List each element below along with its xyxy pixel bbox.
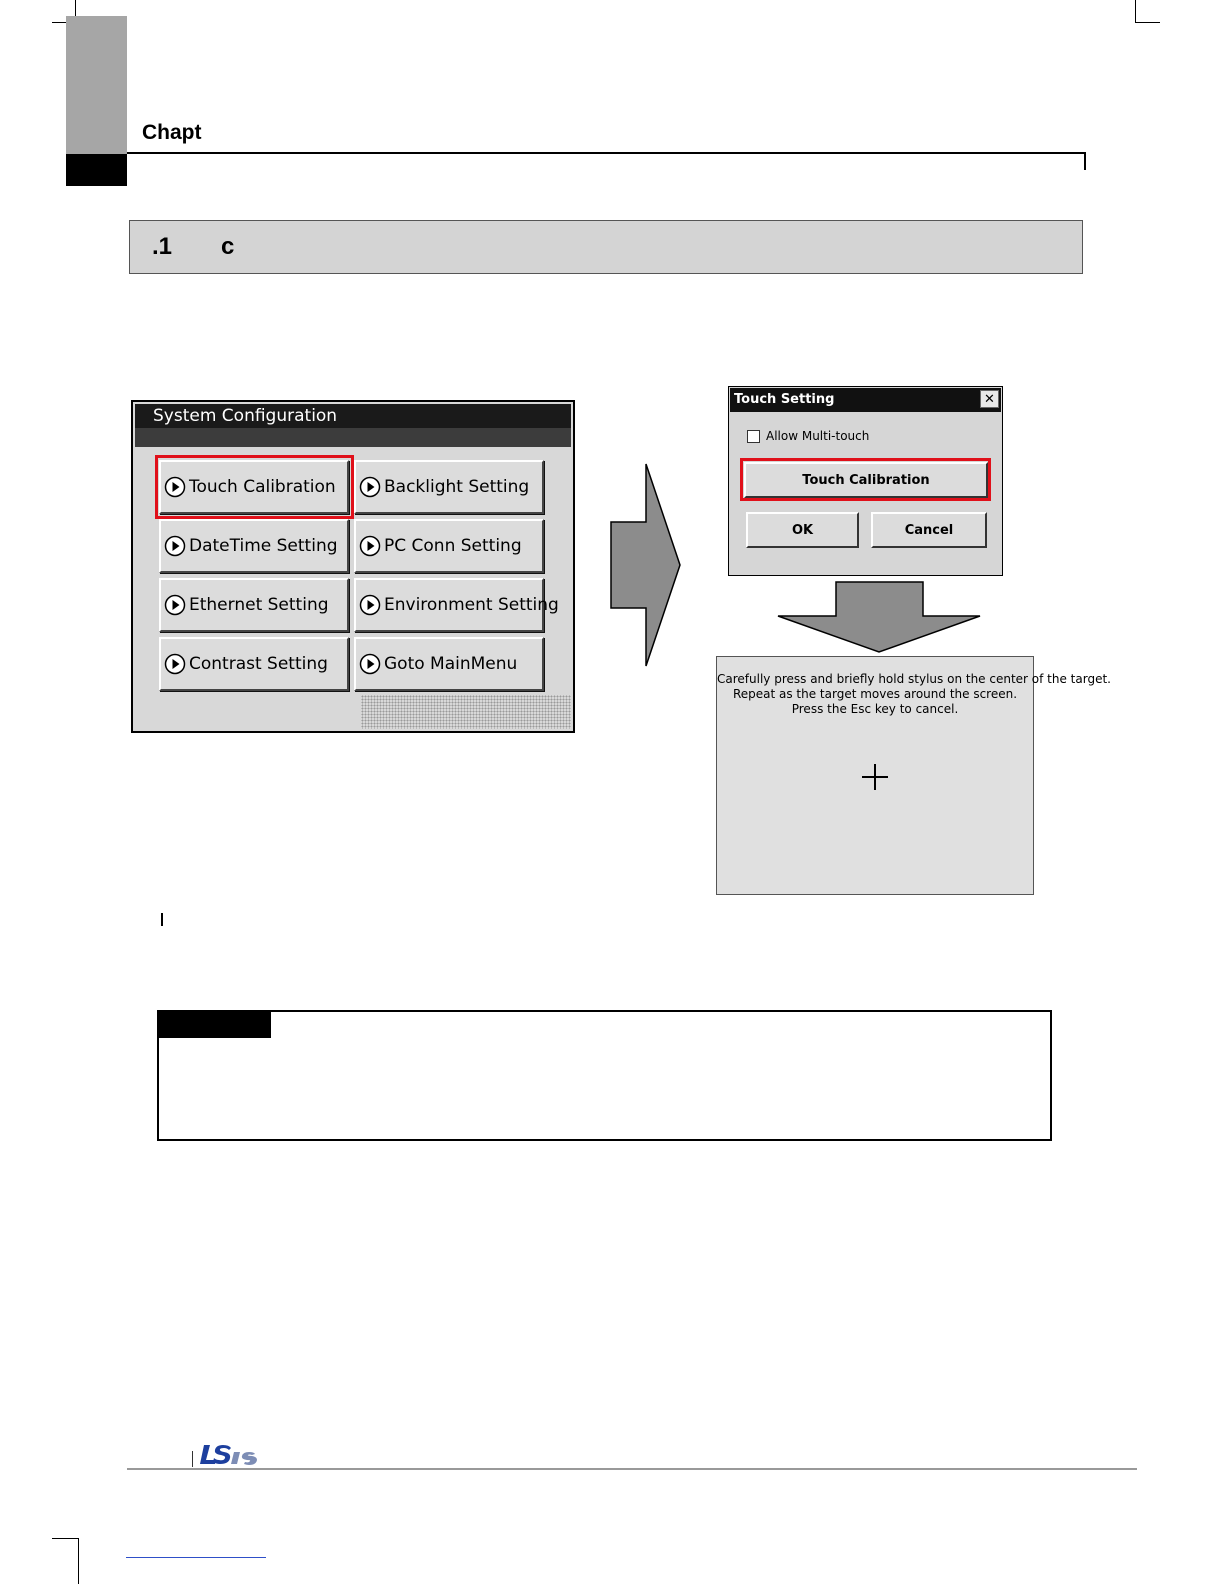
pc-conn-setting-button[interactable]: [354, 519, 544, 573]
crop-mark: [1135, 0, 1136, 23]
chapter-tab: [66, 16, 127, 154]
contrast-setting-button[interactable]: [159, 637, 349, 691]
environment-setting-button[interactable]: [354, 578, 559, 632]
circle-play-icon: [164, 535, 186, 557]
section-title: c: [221, 233, 235, 260]
right-arrow-icon: [610, 462, 682, 668]
close-icon[interactable]: ✕: [980, 390, 999, 408]
backlight-setting-button[interactable]: [354, 460, 544, 514]
touch-calibration-button[interactable]: Touch Calibration: [744, 462, 988, 498]
button-label: Environment Setting: [384, 595, 559, 615]
circle-play-icon: [359, 653, 381, 675]
button-label: Backlight Setting: [384, 477, 530, 497]
touch-setting-title: Touch Setting: [730, 388, 1001, 412]
system-configuration-window: [131, 400, 575, 733]
header-rule-end: [1084, 152, 1086, 170]
crop-mark: [52, 1538, 79, 1539]
chapter-title: Chapt: [142, 121, 202, 144]
footer-link-underline[interactable]: [126, 1557, 266, 1558]
section-heading-bar: [129, 220, 1083, 274]
section-number: .1: [152, 233, 173, 260]
ok-button[interactable]: OK: [746, 512, 859, 548]
calibration-screen[interactable]: [716, 656, 1111, 895]
button-label: DateTime Setting: [189, 536, 338, 556]
circle-play-icon: [359, 476, 381, 498]
system-configuration-title: System Configuration: [135, 404, 571, 428]
caption-fragment: [161, 913, 163, 926]
highlight-box: [155, 455, 354, 519]
cancel-button[interactable]: Cancel: [871, 512, 987, 548]
note-tag: [159, 1012, 271, 1038]
button-label: Contrast Setting: [189, 654, 328, 674]
button-label: Ethernet Setting: [189, 595, 329, 615]
button-label: Goto MainMenu: [384, 654, 518, 674]
datetime-setting-button[interactable]: [159, 519, 349, 573]
crosshair-target-icon: [874, 764, 876, 790]
footer-separator: [192, 1451, 193, 1467]
button-label: PC Conn Setting: [384, 536, 522, 556]
circle-play-icon: [359, 535, 381, 557]
dither-pattern: [361, 695, 571, 729]
note-box: [157, 1010, 1052, 1141]
allow-multi-touch-checkbox[interactable]: [747, 430, 760, 443]
ethernet-setting-button[interactable]: [159, 578, 349, 632]
calibration-instruction: Carefully press and briefly hold stylus on the center of the target.: [717, 672, 1111, 686]
circle-play-icon: [164, 653, 186, 675]
footer-rule: [127, 1468, 1137, 1470]
down-arrow-icon: [776, 580, 982, 654]
button-label: Touch Calibration: [189, 477, 336, 497]
highlight-box: [740, 458, 991, 501]
system-configuration-subbar: [135, 428, 571, 447]
touch-setting-dialog: [728, 386, 1003, 576]
calibration-instruction: Press the Esc key to cancel.: [791, 702, 959, 716]
calibration-instruction: Repeat as the target moves around the screen.: [732, 687, 1018, 701]
circle-play-icon: [164, 594, 186, 616]
chapter-tab-marker: [66, 154, 127, 186]
circle-play-icon: [359, 594, 381, 616]
goto-mainmenu-button[interactable]: [354, 637, 544, 691]
crop-mark: [1135, 22, 1160, 23]
crop-mark: [78, 1538, 79, 1584]
allow-multi-touch-label: Allow Multi-touch: [766, 429, 870, 443]
ls-is-logo: [200, 1443, 264, 1467]
header-rule: [127, 152, 1086, 154]
